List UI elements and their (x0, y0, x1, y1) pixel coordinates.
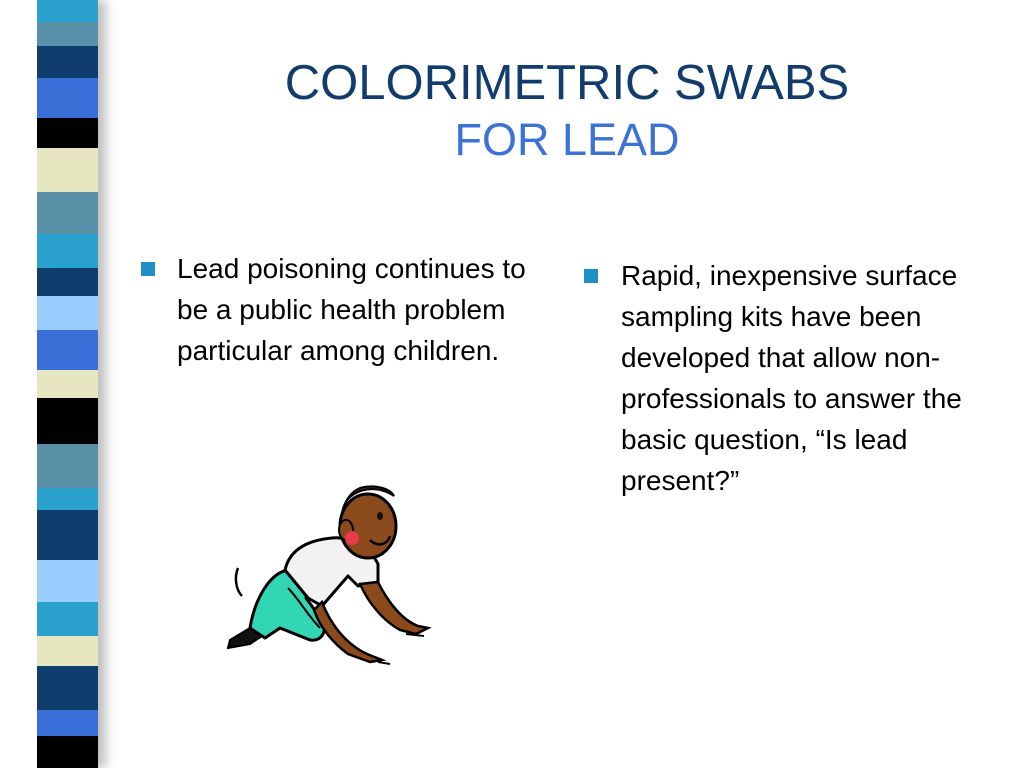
stripe (37, 736, 98, 768)
stripe (37, 234, 98, 268)
crawling-child-icon (210, 478, 450, 678)
slide-title (110, 52, 1024, 166)
stripe (37, 666, 98, 710)
stripe (37, 296, 98, 330)
slide-subtitle: FOR LEAD (454, 114, 680, 165)
stripe (37, 46, 98, 78)
stripe (37, 118, 98, 148)
stripe (37, 444, 98, 488)
bullet-square-icon (584, 269, 598, 283)
stripe (37, 330, 98, 370)
stripe (37, 192, 98, 234)
stripe (37, 148, 98, 192)
stripe (37, 710, 98, 736)
bullet-square-icon (141, 262, 155, 276)
bullet-text-right: Rapid, inexpensive surface sampling kits have been developed that allow non-professionals to answer the basic question, “Is lead present?” (621, 260, 962, 496)
slide-title-main: COLORIMETRIC SWABS (284, 56, 850, 110)
stripe (37, 0, 98, 22)
stripe (37, 488, 98, 510)
stripe (37, 22, 98, 46)
decorative-stripe-bar (37, 0, 98, 768)
stripe (37, 560, 98, 602)
stripe (37, 78, 98, 118)
bullet-text-left: Lead poisoning continues to be a public health problem particular among children. (177, 253, 526, 366)
bullet-item-left (141, 248, 561, 468)
stripe (37, 370, 98, 398)
stripe (37, 510, 98, 560)
stripe (37, 602, 98, 636)
stripe (37, 268, 98, 296)
stripe (37, 636, 98, 666)
bullet-item-right (584, 255, 1004, 555)
stripe (37, 398, 98, 444)
